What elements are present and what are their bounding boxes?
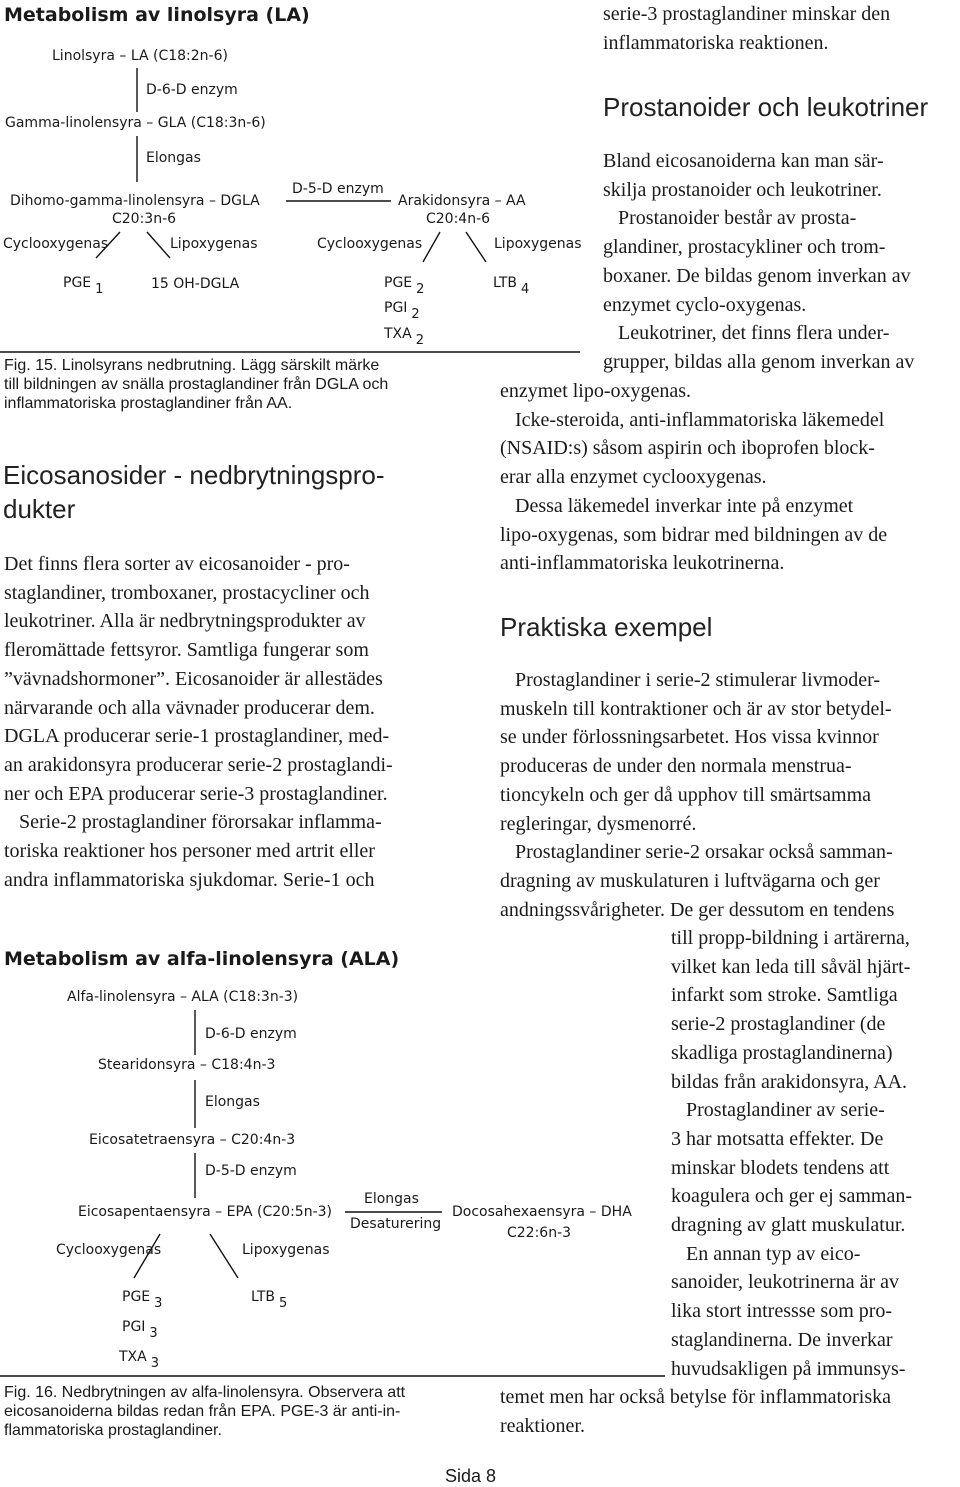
elongas-label-2: Elongas — [205, 1094, 260, 1110]
dgla-label: Dihomo-gamma-linolensyra – DGLA — [10, 193, 260, 209]
aa-label: Arakidonsyra – AA — [398, 193, 526, 209]
ltb4-label: LTB 4 — [493, 275, 530, 297]
cox1-label: Cyclooxygenas — [3, 236, 109, 252]
ltb5-label: LTB 5 — [251, 1289, 288, 1311]
epa-label: Eicosapentaensyra – EPA (C20:5n-3) — [78, 1204, 333, 1220]
desaturering-label: Desaturering — [350, 1216, 442, 1232]
prostanoider-heading: Prostanoider och leukotriner — [603, 92, 929, 122]
right-top-lines: serie-3 prostaglandiner minskar den inflammatoriska reaktionen. — [603, 3, 891, 54]
fig16-caption: Fig. 16. Nedbrytningen av alfa-linolensyra. Observera att eicosanoiderna bildas redan från EPA. PGE-3 är anti-in- flammatoriska prostaglandiner. — [4, 1384, 406, 1439]
eicosanoider-paragraph: Det finns flera sorter av eicosanoider - pro- staglandiner, tromboxaner, prostacycliner och leukotriner. Alla är nedbrytningsprodukter av fleromättade fettsyror. Samtliga fungerar som ”vävnadshormoner”. Eicosanoider är allestädes närvarande och alla vävnader producerar dem. DGLA producerar serie-1 prostaglandiner, med- an arakidonsyra producerar serie-2 prostaglandi- ner och EPA producerar serie-3 prostaglandiner. Serie-2 prostaglandiner förorsakar inflamma- toriska reaktioner hos personer med artrit eller andra inflammatoriska sjukdomar. Serie-1 och — [4, 553, 393, 891]
d5d-label: D-5-D enzym — [292, 181, 384, 197]
fig16-title: Metabolism av alfa-linolensyra (ALA) — [4, 948, 400, 970]
la-label: Linolsyra – LA (C18:2n-6) — [52, 48, 228, 64]
elongas-label-3: Elongas — [364, 1191, 419, 1207]
txa3-label: TXA 3 — [119, 1349, 160, 1371]
d5d-label-2: D-5-D enzym — [205, 1163, 297, 1179]
cox3-label: Cyclooxygenas — [56, 1242, 162, 1258]
dha-label: Docosahexaensyra – DHA — [452, 1204, 632, 1220]
fig15-title: Metabolism av linolsyra (LA) — [4, 4, 310, 26]
sda-label: Stearidonsyra – C18:4n-3 — [98, 1057, 276, 1073]
praktiska-narrow-text: till propp-bildning i artärerna, vilket kan leda till såväl hjärt- infarkt som stroke. Samtliga serie-2 prostaglandiner (de skadliga prostaglandinerna) bildas från arakidonsyra, AA. Prostaglandiner av serie- 3 har motsatta effekter. De minskar blodets tendens att koagulera och ger ej samman- dragning av glatt muskulatur. En annan typ av eico- sanoider, leukotrinerna är av lika stort intressse som pro- staglandinerna. De inverkar huvudsakligen på immunsys- — [671, 927, 913, 1380]
aa-carbon-label: C20:4n-6 — [426, 211, 491, 227]
prostanoider-text: Bland eicosanoiderna kan man sär- skilja prostanoider och leukotriner. Prostanoider består av prosta- glandiner, prostacykliner och trom- boxaner. De bildas genom inverkan av enzymet cyclo-oxygenas. Leukotriner, det finns flera under- grupper, bildas alla genom inverkan av — [603, 150, 915, 373]
eta-label: Eicosatetraensyra – C20:4n-3 — [89, 1132, 296, 1148]
pgi2-label: PGI 2 — [384, 300, 420, 322]
pgi3-label: PGI 3 — [122, 1319, 158, 1341]
pge2-label: PGE 2 — [384, 275, 425, 297]
ala-label: Alfa-linolensyra – ALA (C18:3n-3) — [67, 989, 299, 1005]
pge3-label: PGE 3 — [122, 1289, 163, 1311]
lox1-label: Lipoxygenas — [170, 236, 258, 252]
d6d-label-2: D-6-D enzym — [205, 1026, 297, 1042]
lox2-label: Lipoxygenas — [494, 236, 582, 252]
elongas-label: Elongas — [146, 150, 201, 166]
praktiska-end-text: temet men har också betylse för inflammatoriska reaktioner. — [500, 1386, 891, 1437]
eicosanoider-heading: Eicosanosider - nedbrytningspro- dukter — [3, 460, 385, 524]
gla-label: Gamma-linolensyra – GLA (C18:3n-6) — [5, 115, 266, 131]
txa2-label: TXA 2 — [384, 326, 425, 348]
dgla-carbon-label: C20:3n-6 — [112, 211, 177, 227]
praktiska-text: Prostaglandiner i serie-2 stimulerar livmoder- muskeln till kontraktioner och är av stor betydel- se under förlossningsarbetet. Hos vissa kvinnor produceras de under den normala menstrua- tioncykeln och ger då upphov till smärtsamma regleringar, dysmenorré. Prostaglandiner serie-2 orsakar också samman- dragning av muskulaturen i luftvägarna och ger andningssvårigheter. De ger dessutom en tendens — [500, 669, 895, 921]
pge1-label: PGE 1 — [63, 275, 104, 297]
praktiska-heading: Praktiska exempel — [500, 612, 713, 642]
nsaid-text: enzymet lipo-oxygenas. Icke-steroida, anti-inflammatoriska läkemedel (NSAID:s) såsom aspirin och iboprofen block- erar alla enzymet cyclooxygenas. Dessa läkemedel inverkar inte på enzymet lipo-oxygenas, som bidrar med bildningen av de anti-inflammatoriska leukotrinerna. — [500, 380, 888, 575]
fig15-caption: Fig. 15. Linolsyrans nedbrutning. Lägg särskilt märke till bildningen av snälla prostaglandiner från DGLA och inflammatoriska prostaglandiner från AA. — [4, 357, 389, 412]
ohdgla-label: 15 OH-DGLA — [151, 276, 240, 292]
d6d-label: D-6-D enzym — [146, 82, 238, 98]
dha-carbon-label: C22:6n-3 — [507, 1225, 572, 1241]
page-number: Sida 8 — [445, 1466, 497, 1486]
lox3-label: Lipoxygenas — [242, 1242, 330, 1258]
cox2-label: Cyclooxygenas — [317, 236, 423, 252]
